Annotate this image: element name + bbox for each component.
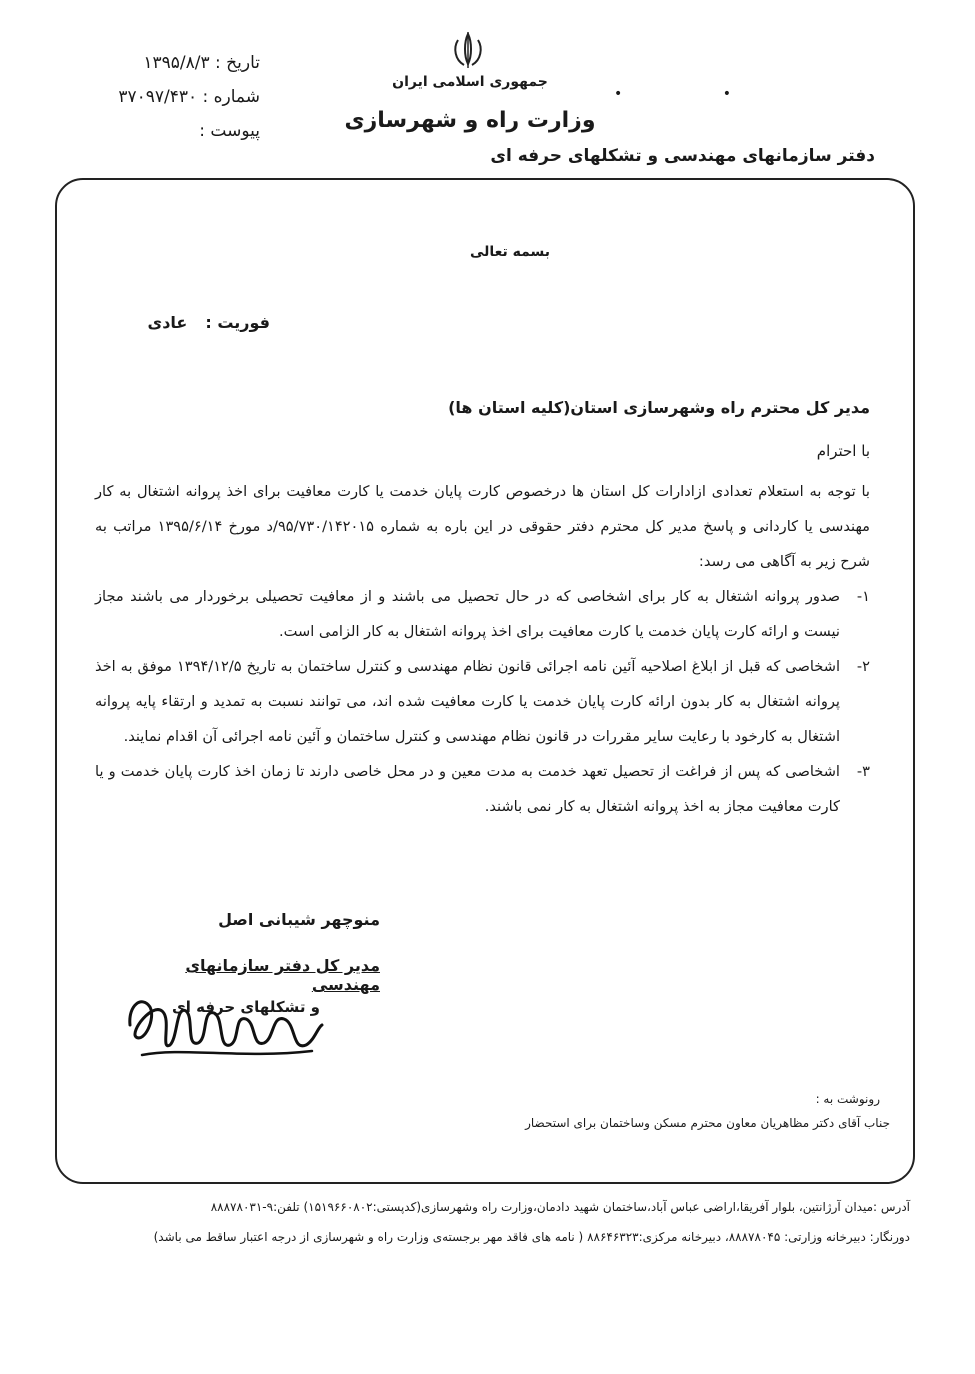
cc-recipient: جناب آقای دکتر مظاهریان معاون محترم مسکن وساختمان برای استحضار — [525, 1116, 890, 1130]
date-line: تاریخ : ۱۳۹۵/۸/۳ — [143, 53, 260, 73]
footer-secretariat: دورنگار: دبیرخانه وزارتی: ۸۸۸۷۸۰۴۵، دبیرخانه مرکزی:۸۸۶۴۶۳۲۳ ( نامه های فاقد مهر برجسته‌ی وزارت راه و شهرسازی از درجه اعتبار ساقط می باشد) — [153, 1230, 910, 1244]
signer-name: منوچهر شیبانی اصل — [218, 910, 380, 929]
greeting: با احترام — [816, 442, 870, 460]
ministry-name: وزارت راه و شهرسازی — [344, 108, 596, 133]
office-name: دفتر سازمانهای مهندسی و تشکلهای حرفه ای — [490, 146, 875, 166]
cc-label: رونوشت به : — [815, 1092, 880, 1106]
number-line: شماره : ۳۷۰۹۷/۴۳۰ — [118, 87, 260, 107]
handwritten-signature — [122, 985, 327, 1065]
country-name: جمهوری اسلامی ایران — [392, 74, 548, 90]
addressee: مدیر کل محترم راه وشهرسازی استان(کلیه استان ها) — [448, 398, 870, 417]
letter-body — [95, 474, 870, 824]
item-number: ۱- — [856, 588, 870, 605]
list-item — [95, 579, 870, 649]
item-text: اشخاصی که قبل از ابلاغ اصلاحیه آئین نامه اجرائی قانون نظام مهندسی و کنترل ساختمان به تاریخ ۱۳۹۴/۱۲/۵ موفق به اخذ پروانه اشتغال به کار بدون ارائه کارت پایان خدمت یا کارت معافیت شده اند، می توانند نسبت به تمدید و ارتقاء پایه پروانه اشتغال به کارخود با رعایت سایر مقررات در قانون نظام مهندسی و کنترل ساختمان و آئین نامه اجرائی آن اقدام نمایند. — [95, 658, 840, 745]
item-number: ۲- — [856, 658, 870, 675]
urgency-label: فوریت : — [205, 313, 270, 332]
basmala: بسمه تعالی — [469, 244, 551, 260]
signer-title-line2: و تشکلهای حرفه ای — [172, 998, 320, 1016]
signer-title: مدیر کل دفتر سازمانهای مهندسی — [185, 956, 380, 994]
decorative-dots: • • — [614, 86, 779, 102]
item-number: ۳- — [856, 763, 870, 780]
footer-address: آدرس :میدان آرژانتین، بلوار آفریقا،اراضی عباس آباد،ساختمان شهید دادمان،وزارت راه وشهرسازی(کدپستی:۱۵۱۹۶۶۰۸۰۲) تلفن:۹-۸۸۸۷۸۰۳۱ — [210, 1200, 910, 1214]
item-text: اشخاصی که پس از فراغت از تحصیل تعهد خدمت به مدت معین و در محل خاصی دارند تا زمان اخذ کارت پایان خدمت و یا کارت معافیت مجاز به اخذ پروانه اشتغال به کار نمی باشند. — [95, 763, 840, 815]
iran-emblem-icon — [448, 30, 488, 70]
urgency — [120, 313, 270, 332]
list-item — [95, 754, 870, 824]
letter-meta — [60, 46, 260, 148]
intro-paragraph: با توجه به استعلام تعدادی ازادارات کل استان ها درخصوص کارت پایان خدمت یا کارت معافیت برای اخذ پروانه اشتغال به کار مهندسی یا کاردانی و پاسخ مدیر کل محترم دفتر حقوقی در این باره به شماره ۹۵/۷۳۰/۱۴۲۰۱۵/د مورخ ۱۳۹۵/۶/۱۴ مراتب به شرح زیر به آگاهی می رسد: — [95, 483, 870, 570]
attachment-line: پیوست : — [199, 121, 260, 141]
list-item — [95, 649, 870, 754]
urgency-value: عادی — [147, 313, 188, 332]
item-text: صدور پروانه اشتغال به کار برای اشخاصی که در حال تحصیل می باشند و از معافیت تحصیلی برخوردار می باشند مجاز نیست و ارائه کارت پایان خدمت یا کارت معافیت برای اخذ پروانه اشتغال به کار الزامی است. — [95, 588, 840, 640]
